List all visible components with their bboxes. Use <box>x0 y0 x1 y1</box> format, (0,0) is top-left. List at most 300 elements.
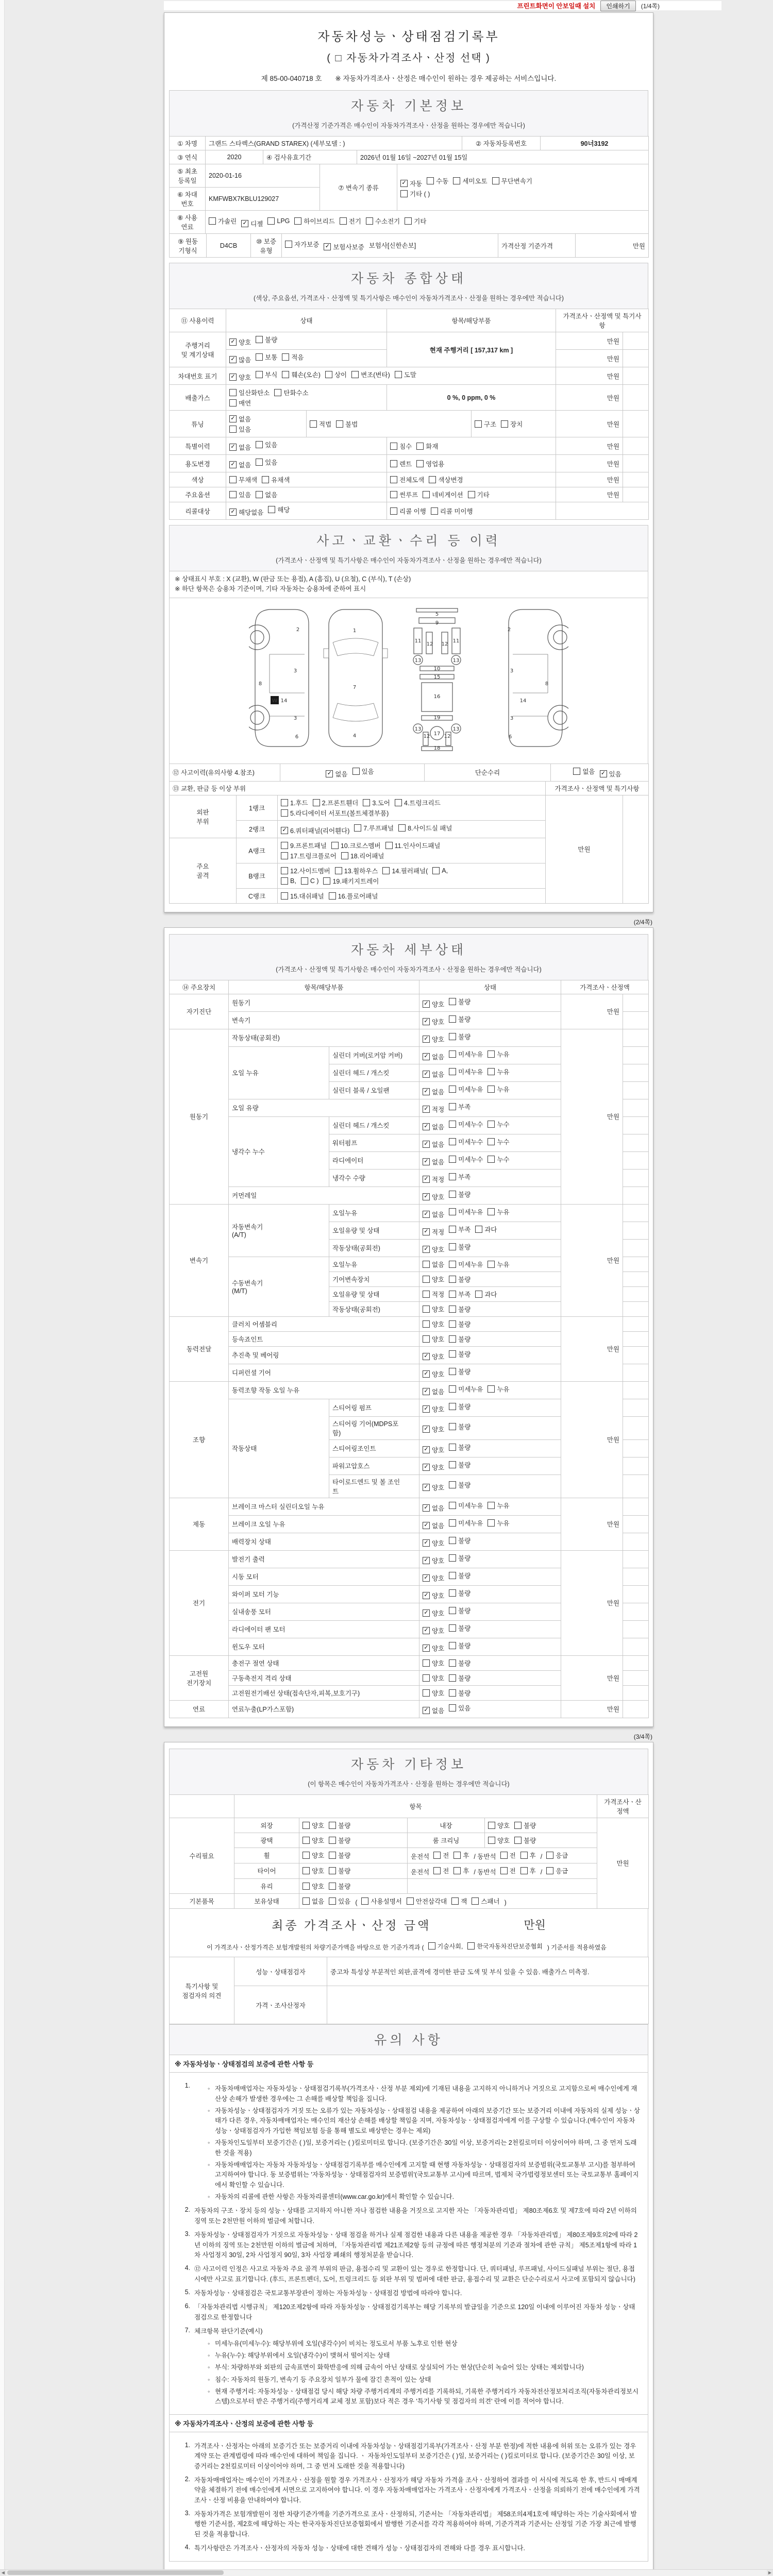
table-cell <box>234 1893 299 1908</box>
checkbox[interactable] <box>514 1822 522 1829</box>
checkbox[interactable] <box>449 1068 456 1075</box>
checkbox[interactable] <box>390 476 397 483</box>
checkbox[interactable] <box>449 1659 456 1667</box>
checkbox[interactable] <box>209 217 216 225</box>
checkbox[interactable] <box>449 1291 456 1298</box>
checkbox[interactable]: ✓ <box>423 1211 430 1218</box>
checkbox[interactable] <box>467 1942 475 1950</box>
option <box>329 1866 350 1875</box>
cell-text: 오일누유 <box>332 1210 358 1217</box>
checkbox[interactable]: ✓ <box>423 1557 430 1564</box>
checkbox[interactable]: ✓ <box>423 1574 430 1582</box>
option-label: 적정 <box>432 1291 445 1298</box>
checkbox[interactable] <box>449 1261 456 1268</box>
checkbox[interactable] <box>310 420 317 428</box>
diagram-part-number: 17 <box>433 731 441 737</box>
checkbox[interactable] <box>395 799 402 806</box>
checkbox[interactable] <box>449 1306 456 1313</box>
checkbox[interactable] <box>281 842 288 849</box>
table-cell <box>623 1364 649 1381</box>
checkbox[interactable] <box>449 1481 456 1488</box>
option <box>341 851 384 860</box>
checkbox[interactable] <box>427 177 434 184</box>
checkbox[interactable] <box>423 1335 430 1343</box>
option <box>303 1896 324 1906</box>
checkbox[interactable] <box>267 217 275 225</box>
checkbox[interactable]: ✓ <box>423 1353 430 1360</box>
checkbox[interactable]: ✓ <box>229 461 237 468</box>
checkbox[interactable] <box>351 371 359 378</box>
checkbox[interactable] <box>282 353 289 361</box>
checkbox[interactable] <box>423 1276 430 1283</box>
checkbox[interactable] <box>449 1320 456 1328</box>
checkbox[interactable] <box>449 1519 456 1527</box>
checkbox[interactable] <box>390 491 397 498</box>
cell-text: 오일 누유 <box>232 1070 259 1077</box>
checkbox[interactable] <box>385 842 393 849</box>
checkbox[interactable] <box>340 217 347 225</box>
checkbox[interactable] <box>449 1461 456 1468</box>
option-label: 보험사보증 <box>333 244 364 251</box>
notice-text: 「자동차관리법 시행규칙」 제120조제2항에 따라 자동차성능ㆍ상태점검기록부는 해당 기록부의 발급일을 기준으로 120일 이내에 이루어진 자동차 성능ㆍ상태점검으로 한정합니다 <box>194 2303 635 2321</box>
checkbox[interactable] <box>256 371 263 378</box>
option <box>449 1367 470 1376</box>
checkbox[interactable] <box>281 877 288 885</box>
option-label: 부족 <box>458 1291 471 1298</box>
checkbox[interactable]: ✓ <box>423 1141 430 1148</box>
scroll-right-arrow-icon[interactable]: ▶ <box>767 2570 773 2575</box>
checkbox[interactable] <box>303 1883 310 1890</box>
checkbox[interactable] <box>423 1320 430 1328</box>
table-cell <box>623 1169 649 1187</box>
checkbox[interactable] <box>449 1385 456 1393</box>
option <box>335 866 378 875</box>
checkbox[interactable] <box>329 1822 336 1829</box>
option-label: 불량 <box>524 1837 536 1844</box>
option <box>423 1626 444 1635</box>
checkbox[interactable] <box>329 1852 336 1859</box>
option-label: 불량 <box>338 1837 351 1844</box>
option-label: 14.필러패널( <box>392 867 428 875</box>
checkbox[interactable] <box>449 1208 456 1215</box>
checkbox[interactable] <box>449 998 456 1005</box>
checkbox[interactable]: ✓ <box>423 1106 430 1113</box>
table-cell <box>419 1151 561 1169</box>
checkbox[interactable]: ✓ <box>423 1370 430 1378</box>
diagram-part-number: 4 <box>352 733 357 739</box>
checkbox[interactable] <box>323 877 330 885</box>
checkbox[interactable] <box>449 1103 456 1110</box>
checkbox[interactable] <box>382 867 390 874</box>
checkbox[interactable]: ✓ <box>229 509 237 516</box>
checkbox[interactable] <box>282 371 289 378</box>
checkbox[interactable] <box>354 824 361 832</box>
option <box>449 1402 470 1411</box>
option <box>336 419 358 429</box>
option-label: 7.루프패널 <box>363 824 394 832</box>
option <box>229 398 251 408</box>
table-cell <box>408 1878 597 1893</box>
checkbox[interactable] <box>301 877 308 885</box>
report-page-1 <box>164 12 653 912</box>
checkbox[interactable] <box>281 892 288 900</box>
checkbox[interactable] <box>475 1291 482 1298</box>
checkbox[interactable] <box>363 799 370 806</box>
notice-item <box>177 2476 641 2505</box>
checkbox[interactable]: ✓ <box>423 1123 430 1130</box>
horizontal-scrollbar[interactable] <box>0 2569 773 2576</box>
checkbox[interactable] <box>500 1852 508 1859</box>
checkbox[interactable]: ✓ <box>423 1426 430 1433</box>
option <box>329 891 378 901</box>
checkbox[interactable] <box>423 1674 430 1682</box>
table-cell <box>299 1878 408 1893</box>
checkbox[interactable] <box>546 1852 553 1859</box>
option <box>423 1105 444 1114</box>
checkbox[interactable] <box>451 1897 459 1905</box>
checkbox[interactable] <box>449 1689 456 1697</box>
table-cell <box>206 211 649 234</box>
checkbox[interactable] <box>453 177 460 184</box>
checkbox[interactable]: ✓ <box>423 1036 430 1043</box>
checkbox[interactable] <box>449 1607 456 1614</box>
checkbox[interactable] <box>390 460 397 467</box>
checkbox[interactable] <box>449 1276 456 1283</box>
checkbox[interactable] <box>488 1208 495 1215</box>
checkbox[interactable]: ✓ <box>326 770 333 777</box>
checkbox[interactable] <box>256 441 263 448</box>
checkbox[interactable]: ✓ <box>423 1522 430 1529</box>
checkbox[interactable]: ✓ <box>423 1707 430 1714</box>
checkbox[interactable]: ✓ <box>600 770 607 777</box>
checkbox[interactable] <box>229 426 237 433</box>
checkbox[interactable] <box>423 491 430 498</box>
checkbox[interactable]: ✓ <box>241 220 248 227</box>
checkbox[interactable]: ✓ <box>423 1228 430 1235</box>
cell-text: 만원 <box>607 1346 619 1353</box>
table-cell <box>623 1151 649 1169</box>
checkbox[interactable] <box>423 1291 430 1298</box>
table-cell <box>229 1700 419 1718</box>
checkbox[interactable]: ✓ <box>423 1088 430 1095</box>
checkbox[interactable] <box>329 1897 336 1905</box>
checkbox[interactable] <box>453 1852 461 1859</box>
checkbox[interactable] <box>449 1642 456 1649</box>
checkbox[interactable] <box>514 1837 522 1844</box>
checkbox[interactable]: ✓ <box>423 1539 430 1547</box>
checkbox[interactable] <box>449 1156 456 1163</box>
checkbox[interactable] <box>449 1589 456 1597</box>
checkbox[interactable] <box>335 867 342 874</box>
checkbox[interactable] <box>546 1867 553 1874</box>
checkbox[interactable] <box>449 1335 456 1343</box>
checkbox[interactable] <box>449 1423 456 1430</box>
checkbox[interactable] <box>488 1502 495 1509</box>
table-cell <box>541 137 649 150</box>
checkbox[interactable]: ✓ <box>229 338 237 346</box>
checkbox[interactable] <box>281 809 288 817</box>
checkbox[interactable] <box>449 1121 456 1128</box>
checkbox[interactable]: ✓ <box>423 1388 430 1395</box>
checkbox[interactable] <box>423 1689 430 1697</box>
checkbox[interactable] <box>281 799 288 806</box>
print-button[interactable]: 인쇄하기 <box>600 1 635 11</box>
table-cell <box>419 1638 561 1655</box>
option-label: 해당없음 <box>239 509 264 516</box>
checkbox[interactable]: ✓ <box>400 180 408 187</box>
scrollbar-thumb[interactable] <box>7 2570 224 2575</box>
cell-text: 냉각수 누수 <box>232 1148 265 1156</box>
cell-text: 브레이크 오일 누유 <box>232 1521 285 1529</box>
option-label: 양호 <box>312 1852 325 1860</box>
checkbox[interactable] <box>398 824 406 832</box>
option <box>449 1658 470 1668</box>
checkbox[interactable] <box>449 1191 456 1198</box>
checkbox[interactable] <box>390 507 397 515</box>
checkbox[interactable] <box>449 1033 456 1040</box>
checkbox[interactable] <box>416 460 424 467</box>
checkbox[interactable]: ✓ <box>229 356 237 363</box>
checkbox[interactable]: ✓ <box>423 1464 430 1471</box>
checkbox[interactable] <box>416 443 424 450</box>
checkbox[interactable] <box>256 459 263 466</box>
checkbox[interactable] <box>449 1138 456 1145</box>
checkbox[interactable]: ✓ <box>423 1504 430 1512</box>
checkbox[interactable] <box>520 1867 528 1874</box>
checkbox[interactable] <box>352 768 360 775</box>
table-cell <box>623 1685 649 1700</box>
checkbox[interactable] <box>449 1572 456 1579</box>
checkbox[interactable]: ✓ <box>229 415 237 422</box>
table-cell <box>419 1655 561 1670</box>
cell-text: B랭크 <box>248 872 265 880</box>
checkbox[interactable]: ✓ <box>423 1405 430 1413</box>
checkbox[interactable] <box>488 1086 495 1093</box>
checkbox[interactable] <box>256 353 263 361</box>
checkbox[interactable] <box>428 1942 435 1950</box>
checkbox[interactable]: ✓ <box>423 1001 430 1008</box>
table-cell <box>329 1046 419 1064</box>
checkbox[interactable]: ✓ <box>423 1158 430 1165</box>
checkbox[interactable] <box>329 892 336 900</box>
checkbox[interactable] <box>325 371 332 378</box>
checkbox[interactable]: ✓ <box>423 1176 430 1183</box>
checkbox[interactable] <box>449 1403 456 1410</box>
table-cell <box>170 980 229 994</box>
table-cell <box>408 1863 597 1878</box>
checkbox[interactable] <box>488 1068 495 1075</box>
table-cell <box>329 1116 419 1134</box>
checkbox[interactable] <box>429 476 436 483</box>
checkbox[interactable]: ✓ <box>423 1071 430 1078</box>
checkbox[interactable] <box>313 799 320 806</box>
checkbox[interactable] <box>449 1243 456 1250</box>
option <box>488 1384 509 1394</box>
notice-item <box>177 2544 641 2553</box>
checkbox[interactable] <box>341 852 348 859</box>
checkbox[interactable] <box>336 420 343 428</box>
checkbox[interactable] <box>281 867 288 874</box>
option-label: 양호 <box>497 1822 510 1829</box>
checkbox[interactable] <box>303 1837 310 1844</box>
option-label: 응급 <box>556 1867 568 1875</box>
checkbox[interactable]: ✓ <box>281 827 288 834</box>
checkbox[interactable] <box>449 1537 456 1544</box>
option-label: 3.도어 <box>372 799 390 807</box>
checkbox[interactable] <box>400 190 408 197</box>
checkbox[interactable] <box>573 768 580 775</box>
checkbox[interactable]: ✓ <box>229 444 237 451</box>
cell-text: 실린더 헤드 / 개스킷 <box>332 1070 390 1077</box>
checkbox[interactable]: ✓ <box>423 1446 430 1453</box>
checkbox[interactable]: ✓ <box>423 1246 430 1253</box>
checkbox[interactable]: ✓ <box>423 1053 430 1060</box>
checkbox[interactable] <box>229 491 237 498</box>
checkbox[interactable] <box>449 1444 456 1451</box>
checkbox[interactable] <box>390 443 397 450</box>
checkbox[interactable] <box>285 241 292 248</box>
checkbox[interactable] <box>492 177 499 184</box>
checkbox[interactable] <box>449 1050 456 1058</box>
checkbox[interactable] <box>407 1897 414 1905</box>
checkbox[interactable] <box>449 1173 456 1180</box>
checkbox[interactable] <box>281 852 288 859</box>
checkbox[interactable] <box>453 1867 461 1874</box>
checkbox[interactable]: ✓ <box>423 1609 430 1617</box>
checkbox[interactable] <box>268 506 275 513</box>
checkbox[interactable] <box>395 371 402 378</box>
checkbox[interactable] <box>423 1261 430 1268</box>
checkbox[interactable] <box>256 491 263 498</box>
checkbox[interactable] <box>488 1837 495 1844</box>
table-cell <box>623 1515 649 1533</box>
checkbox[interactable] <box>449 1704 456 1711</box>
checkbox[interactable] <box>449 1674 456 1682</box>
table-cell <box>561 1498 623 1550</box>
checkbox[interactable] <box>501 420 508 428</box>
checkbox[interactable] <box>475 1226 482 1233</box>
checkbox[interactable] <box>229 389 237 396</box>
checkbox[interactable]: ✓ <box>423 1484 430 1491</box>
checkbox[interactable] <box>262 476 269 483</box>
checkbox[interactable]: ✓ <box>423 1592 430 1599</box>
checkbox[interactable] <box>432 867 440 874</box>
checkbox[interactable] <box>423 1659 430 1667</box>
checkbox[interactable] <box>329 1867 336 1874</box>
checkbox[interactable] <box>488 1519 495 1527</box>
checkbox[interactable] <box>303 1897 310 1905</box>
checkbox[interactable] <box>488 1121 495 1128</box>
option-label: 17.트렁크플로어 <box>290 852 337 860</box>
option <box>449 1260 483 1269</box>
checkbox[interactable] <box>329 1837 336 1844</box>
cell-text: 오일유량 및 상태 <box>332 1291 380 1298</box>
checkbox[interactable]: ✓ <box>423 1018 430 1025</box>
checkbox[interactable] <box>274 389 281 396</box>
checkbox[interactable]: ✓ <box>324 243 331 250</box>
checkbox[interactable] <box>331 842 339 849</box>
checkbox[interactable]: ✓ <box>423 1627 430 1634</box>
cell-text: 만원 <box>607 1674 619 1682</box>
checkbox[interactable] <box>229 399 237 406</box>
checkbox[interactable] <box>303 1867 310 1874</box>
option <box>488 1049 509 1059</box>
option <box>449 1384 483 1394</box>
checkbox[interactable] <box>361 1897 368 1905</box>
checkbox[interactable] <box>468 491 475 498</box>
checkbox[interactable] <box>449 1554 456 1562</box>
checkbox[interactable] <box>405 217 412 225</box>
checkbox[interactable] <box>475 420 482 428</box>
checkbox[interactable] <box>431 507 438 515</box>
table-cell <box>561 1700 623 1718</box>
checkbox[interactable] <box>449 1502 456 1509</box>
table-cell <box>229 1046 329 1099</box>
checkbox[interactable] <box>520 1852 528 1859</box>
checkbox[interactable] <box>449 1350 456 1358</box>
checkbox[interactable] <box>449 1086 456 1093</box>
table-cell <box>170 1957 234 2024</box>
checkbox[interactable] <box>488 1156 495 1163</box>
table-cell <box>299 1848 408 1863</box>
checkbox[interactable] <box>256 336 263 343</box>
checkbox[interactable] <box>488 1822 495 1829</box>
checkbox[interactable] <box>303 1852 310 1859</box>
checkbox[interactable] <box>366 217 373 225</box>
checkbox[interactable] <box>449 1015 456 1023</box>
checkbox[interactable] <box>433 1867 441 1874</box>
checkbox[interactable] <box>303 1822 310 1829</box>
table-cell <box>561 1204 623 1316</box>
basic-info-row-2 <box>169 150 648 164</box>
opinion_tb-grid <box>169 1957 649 2024</box>
checkbox[interactable]: ✓ <box>423 1193 430 1200</box>
cell-text: 만원 <box>616 1860 629 1868</box>
checkbox[interactable] <box>472 1897 479 1905</box>
checkbox[interactable]: ✓ <box>229 374 237 381</box>
option-label: 10.크로스멤버 <box>340 842 381 850</box>
table-cell <box>229 1331 419 1346</box>
notice-bullet: ◦ 자동차성능ㆍ상태점검자가 거짓 또는 오류가 있는 자동차성능ㆍ상태점검 내용을 제공하여 아래의 보증기간 또는 보증거리 이내에 자동차의 실제 성능ㆍ상태가 다른 경우, 자동차매매업자는 매수인의 재산상 손해를 배상할 책임을 지며, 자동차성능ㆍ상태점검자에게 이를 구상할 수 있습니다.(매수인이 자동차성능ㆍ상태점검자가 가입한 책임보험 등을 통해 별도로 배상받는 경우는 제외) <box>208 2107 640 2134</box>
option-label: 양호 <box>432 1484 445 1492</box>
option <box>449 1623 470 1633</box>
document-subtitle: ( □ 자동차가격조사ㆍ산정 선택 ) <box>327 53 491 64</box>
checkbox[interactable] <box>329 1883 336 1890</box>
checkbox[interactable] <box>488 1261 495 1268</box>
checkbox[interactable] <box>449 1624 456 1632</box>
checkbox[interactable] <box>500 1867 508 1874</box>
checkbox[interactable]: ✓ <box>423 1645 430 1652</box>
print-install-notice[interactable]: 프린트화면이 안보일때 설치 <box>517 3 596 10</box>
checkbox[interactable] <box>488 1385 495 1393</box>
section-subtitle: (색상, 주요옵션, 가격조사ㆍ산정액 및 특기사항은 매수인이 자동차가격조사ㆍ산정을 원하는 경우에만 적습니다) <box>254 295 564 302</box>
table-cell <box>278 863 546 888</box>
checkbox[interactable] <box>488 1050 495 1058</box>
checkbox[interactable] <box>433 1852 441 1859</box>
checkbox[interactable] <box>294 217 301 225</box>
checkbox[interactable] <box>449 1368 456 1375</box>
checkbox[interactable] <box>449 1226 456 1233</box>
checkbox[interactable] <box>229 476 237 483</box>
cell-text: 실린더 헤드 / 개스킷 <box>332 1122 390 1130</box>
checkbox[interactable] <box>423 1306 430 1313</box>
table-cell <box>170 188 206 211</box>
option-label: 기타 <box>414 217 427 225</box>
cell-text: 만원 <box>607 355 619 363</box>
option-label: 양호 <box>432 1426 445 1434</box>
scroll-left-arrow-icon[interactable]: ◀ <box>0 2570 6 2575</box>
checkbox[interactable] <box>488 1138 495 1145</box>
